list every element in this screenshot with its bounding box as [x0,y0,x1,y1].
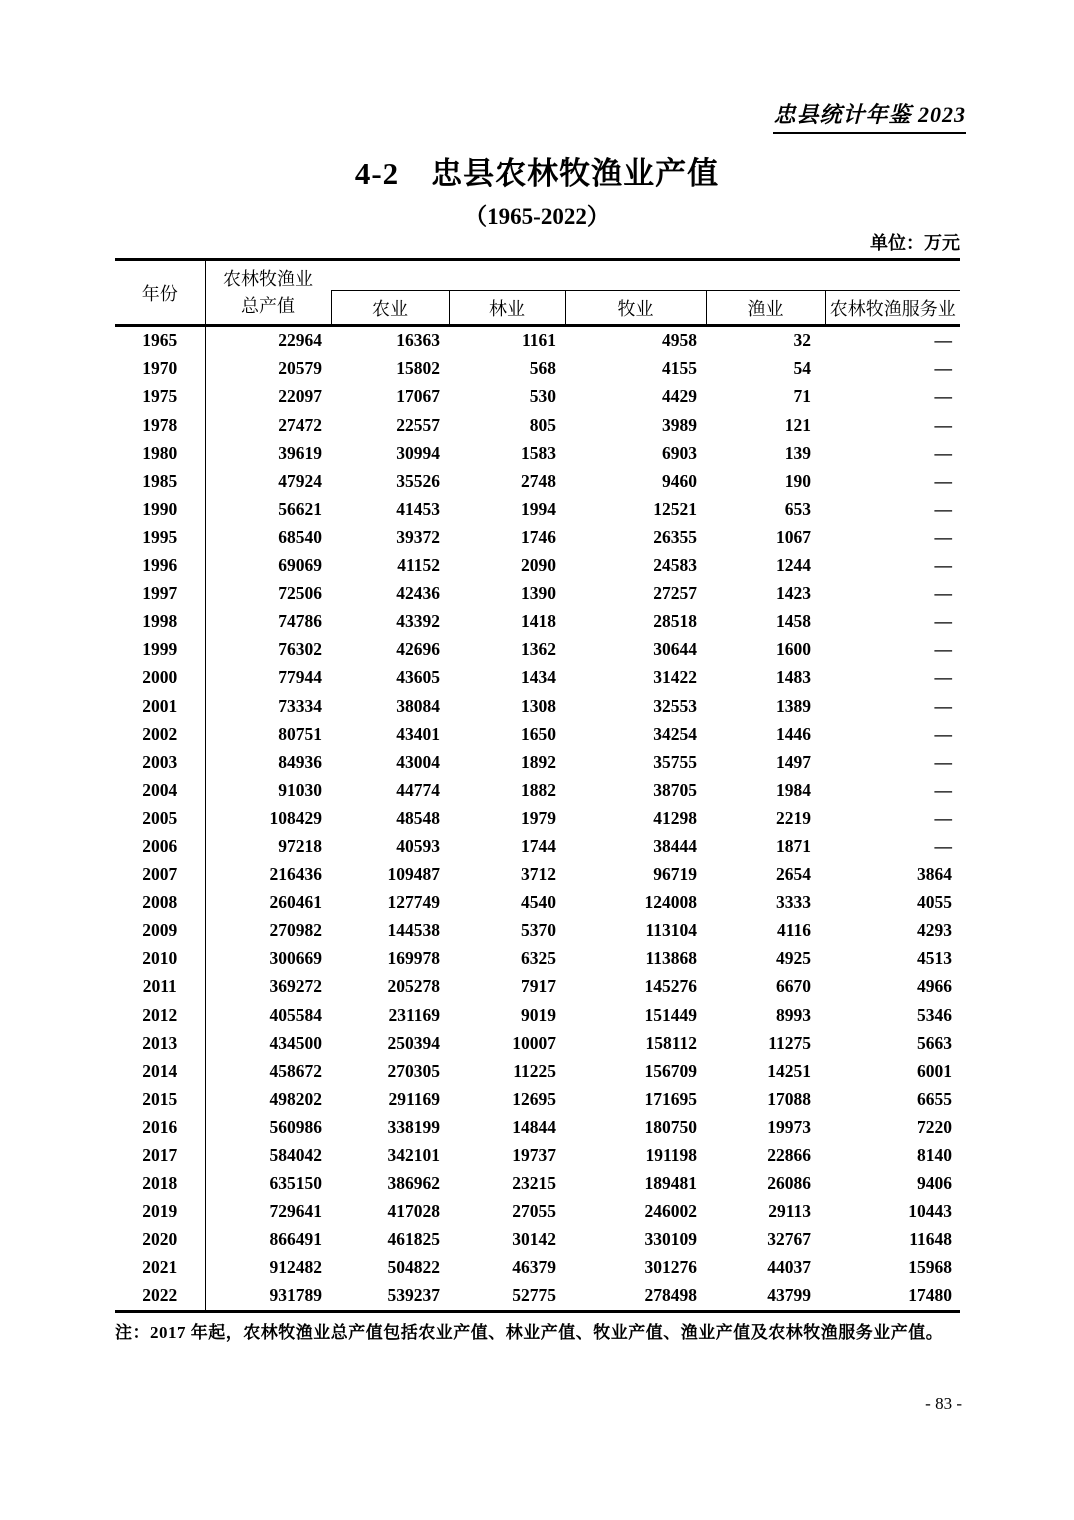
value-cell: 461825 [387,1229,440,1250]
table-row [115,1254,960,1282]
table-body [115,326,960,1312]
value-cell: 26086 [767,1173,811,1194]
value-cell: 171695 [644,1088,697,1109]
value-cell: 108429 [269,807,322,828]
value-cell: 7220 [917,1116,952,1137]
value-cell: 3712 [521,864,556,885]
value-cell: 1446 [776,723,811,744]
value-cell: 109487 [387,864,440,885]
value-cell: 46379 [512,1257,556,1278]
value-cell: 27055 [512,1201,556,1222]
value-cell: 54 [793,358,811,379]
value-cell: 19737 [512,1145,556,1166]
value-cell: 4429 [662,386,697,407]
value-cell: 189481 [644,1173,697,1194]
value-cell: 191198 [645,1145,697,1166]
year-cell: 2004 [115,777,205,805]
year-cell: 2010 [115,945,205,973]
value-cell: — [934,611,952,632]
year-cell: 2002 [115,720,205,748]
value-cell: 44037 [767,1257,811,1278]
value-cell: 32553 [653,695,697,716]
value-cell: 17067 [396,386,440,407]
value-cell: 29113 [768,1201,811,1222]
value-cell: 27257 [653,583,697,604]
value-cell: 4055 [917,892,952,913]
value-cell: 47924 [278,470,322,491]
value-cell: 1244 [776,555,811,576]
col-header-fishery: 渔业 [706,291,825,326]
table-row [115,1001,960,1029]
value-cell: 4513 [917,948,952,969]
year-cell: 2016 [115,1114,205,1142]
value-cell: 270305 [387,1060,440,1081]
value-cell: 12521 [653,498,697,519]
value-cell: 27472 [278,414,322,435]
value-cell: 72506 [278,583,322,604]
col-header-total [205,260,331,326]
value-cell: 31422 [653,667,697,688]
value-cell: — [934,498,952,519]
value-cell: 1362 [521,639,556,660]
year-cell: 1965 [115,326,205,356]
col-header-forestry: 林业 [449,291,565,326]
year-cell: 1975 [115,383,205,411]
year-cell: 2008 [115,889,205,917]
value-cell: 330109 [644,1229,697,1250]
year-cell: 1970 [115,355,205,383]
value-cell: 205278 [387,976,440,997]
table-row [115,777,960,805]
value-cell: 8140 [917,1145,952,1166]
value-cell: — [934,470,952,491]
value-cell: 139 [784,442,811,463]
value-cell: 278498 [644,1285,697,1306]
value-cell: 127749 [387,892,440,913]
year-cell: 1980 [115,439,205,467]
value-cell: 1423 [776,583,811,604]
year-cell: 2021 [115,1254,205,1282]
year-cell: 1978 [115,411,205,439]
value-cell: — [934,835,952,856]
value-cell: 71 [793,386,811,407]
value-cell: — [934,751,952,772]
value-cell: 1744 [521,835,556,856]
value-cell: 40593 [396,835,440,856]
value-cell: 1418 [521,611,556,632]
col-header-total-line2: 总产值 [241,295,295,316]
value-cell: 56621 [278,498,322,519]
table-row [115,439,960,467]
value-cell: 246002 [644,1201,697,1222]
value-cell: — [934,807,952,828]
table-row [115,608,960,636]
table-row [115,1086,960,1114]
col-header-total-line1: 农林牧渔业 [223,268,313,289]
value-cell: 156709 [644,1060,697,1081]
value-cell: 1979 [521,807,556,828]
value-cell: 73334 [278,695,322,716]
year-cell: 1985 [115,467,205,495]
value-cell: 14251 [767,1060,811,1081]
footnote: 注：2017 年起，农林牧渔业总产值包括农业产值、林业产值、牧业产值、渔业产值及农林牧渔服务业产值。 [115,1323,944,1342]
value-cell: 1434 [521,667,556,688]
year-cell: 2018 [115,1170,205,1198]
value-cell: 41298 [653,807,697,828]
value-cell: 35526 [396,470,440,491]
table-row [115,748,960,776]
table-row [115,326,960,356]
value-cell: 42436 [396,583,440,604]
value-cell: 4116 [776,920,811,941]
year-cell: 2006 [115,833,205,861]
value-cell: 1994 [521,498,556,519]
page-number: - 83 - [925,1394,962,1413]
value-cell: 504822 [387,1257,440,1278]
value-cell: 216436 [269,864,322,885]
year-cell: 2015 [115,1086,205,1114]
value-cell: 4293 [917,920,952,941]
value-cell: 1389 [776,695,811,716]
value-cell: 38705 [653,779,697,800]
value-cell: — [934,358,952,379]
value-cell: 560986 [269,1116,322,1137]
value-cell: 124008 [644,892,697,913]
value-cell: — [934,695,952,716]
value-cell: 15802 [396,358,440,379]
value-cell: 530 [529,386,556,407]
value-cell: 2090 [521,555,556,576]
year-cell: 2013 [115,1029,205,1057]
value-cell: 43799 [767,1285,811,1306]
value-cell: 15968 [908,1257,952,1278]
value-cell: 12695 [512,1088,556,1109]
table-row [115,355,960,383]
value-cell: 30644 [653,639,697,660]
value-cell: 270982 [269,920,322,941]
col-header-spacer [331,260,960,291]
year-cell: 2014 [115,1057,205,1085]
value-cell: 1583 [521,442,556,463]
year-cell: 1990 [115,496,205,524]
col-header-service: 农林牧渔服务业 [825,291,960,326]
value-cell: 498202 [269,1088,322,1109]
value-cell: 1600 [776,639,811,660]
value-cell: 169978 [387,948,440,969]
value-cell: 300669 [269,948,322,969]
value-cell: — [934,414,952,435]
value-cell: 1984 [776,779,811,800]
value-cell: 1483 [776,667,811,688]
value-cell: 584042 [269,1145,322,1166]
value-cell: 22097 [278,386,322,407]
table-row [115,664,960,692]
value-cell: 6670 [776,976,811,997]
value-cell: — [934,723,952,744]
value-cell: 9406 [917,1173,952,1194]
table-row [115,917,960,945]
value-cell: 91030 [278,779,322,800]
value-cell: 2748 [521,470,556,491]
value-cell: 931789 [269,1285,322,1306]
value-cell: 32 [706,326,825,356]
year-cell: 2000 [115,664,205,692]
value-cell: 84936 [278,751,322,772]
value-cell: 39619 [278,442,322,463]
value-cell: 96719 [653,864,697,885]
year-cell: 1998 [115,608,205,636]
value-cell: 458672 [269,1060,322,1081]
value-cell: 44774 [396,779,440,800]
value-cell: 866491 [269,1229,322,1250]
value-cell: 3333 [776,892,811,913]
year-cell: 1997 [115,580,205,608]
output-value-table [115,258,960,1313]
table-row [115,1226,960,1254]
table-row [115,692,960,720]
value-cell: 48548 [396,807,440,828]
value-cell: 10443 [908,1201,952,1222]
value-cell: 1871 [776,835,811,856]
value-cell: 5663 [917,1032,952,1053]
value-cell: 1308 [521,695,556,716]
table-header [115,260,960,326]
value-cell: 113868 [645,948,697,969]
value-cell: — [934,555,952,576]
value-cell: 5370 [521,920,556,941]
value-cell: 6903 [662,442,697,463]
value-cell: 38444 [653,835,697,856]
col-header-agriculture: 农业 [331,291,449,326]
value-cell: 11225 [513,1060,556,1081]
value-cell: 43004 [396,751,440,772]
year-cell: 2022 [115,1282,205,1312]
value-cell: 41152 [397,555,440,576]
value-cell: 39372 [396,526,440,547]
table-row [115,1282,960,1312]
value-cell: 151449 [644,1004,697,1025]
value-cell: 912482 [269,1257,322,1278]
unit-label: 单位：万元 [870,233,960,253]
value-cell: 30994 [396,442,440,463]
year-cell: 2003 [115,748,205,776]
value-cell: 369272 [269,976,322,997]
value-cell: 260461 [269,892,322,913]
value-cell: 80751 [278,723,322,744]
value-cell: 9460 [662,470,697,491]
value-cell: 28518 [653,611,697,632]
value-cell: 635150 [269,1173,322,1194]
value-cell: 1892 [521,751,556,772]
year-cell: 2005 [115,805,205,833]
table-row [115,467,960,495]
value-cell: 190 [784,470,811,491]
value-cell: 38084 [396,695,440,716]
value-cell: 4958 [565,326,706,356]
value-cell: 17088 [767,1088,811,1109]
value-cell: 434500 [269,1032,322,1053]
year-cell: 2001 [115,692,205,720]
table-row [115,411,960,439]
value-cell: 4966 [917,976,952,997]
value-cell: 417028 [387,1201,440,1222]
table-row [115,805,960,833]
value-cell: 1458 [776,611,811,632]
table-row [115,1170,960,1198]
value-cell: 26355 [653,526,697,547]
value-cell: — [934,386,952,407]
value-cell: 11275 [768,1032,811,1053]
value-cell: 4925 [776,948,811,969]
value-cell: — [934,779,952,800]
value-cell: 43401 [396,723,440,744]
table-row [115,1198,960,1226]
value-cell: 338199 [387,1116,440,1137]
value-cell: 405584 [269,1004,322,1025]
year-cell: 2011 [115,973,205,1001]
value-cell: — [934,583,952,604]
value-cell: 41453 [396,498,440,519]
value-cell: 16363 [331,326,449,356]
year-cell: 2007 [115,861,205,889]
value-cell: 43605 [396,667,440,688]
table-row [115,889,960,917]
yearbook-header: 忠县统计年鉴 2023 [773,98,966,134]
table-row [115,833,960,861]
value-cell: 1650 [521,723,556,744]
value-cell: 6325 [521,948,556,969]
year-cell: 2012 [115,1001,205,1029]
year-cell: 1999 [115,636,205,664]
table-row [115,580,960,608]
value-cell: 729641 [269,1201,322,1222]
value-cell: 539237 [387,1285,440,1306]
value-cell: 301276 [644,1257,697,1278]
value-cell: 144538 [387,920,440,941]
value-cell: 52775 [512,1285,556,1306]
value-cell: 11648 [909,1229,952,1250]
table-row [115,383,960,411]
value-cell: 43392 [396,611,440,632]
year-cell: 1996 [115,552,205,580]
table-row [115,973,960,1001]
value-cell: 145276 [644,976,697,997]
value-cell: 34254 [653,723,697,744]
value-cell: 77944 [278,667,322,688]
value-cell: 1161 [449,326,565,356]
value-cell: 2654 [776,864,811,885]
page-title: 4-2 忠县农林牧渔业产值 [354,156,720,191]
table-row [115,552,960,580]
value-cell: 113104 [645,920,697,941]
year-cell: 2019 [115,1198,205,1226]
value-cell: 22964 [205,326,331,356]
value-cell: 17480 [908,1285,952,1306]
value-cell: 30142 [512,1229,556,1250]
table-row [115,1057,960,1085]
table-row [115,636,960,664]
year-cell: 2009 [115,917,205,945]
value-cell: 76302 [278,639,322,660]
table-row [115,496,960,524]
value-cell: 180750 [644,1116,697,1137]
value-cell: 3864 [917,864,952,885]
value-cell: 158112 [645,1032,697,1053]
value-cell: 42696 [396,639,440,660]
value-cell: 8993 [776,1004,811,1025]
value-cell: 1497 [776,751,811,772]
value-cell: 19973 [767,1116,811,1137]
value-cell: 2219 [776,807,811,828]
value-cell: 1067 [776,526,811,547]
value-cell: 291169 [388,1088,440,1109]
col-header-year: 年份 [115,260,205,326]
value-cell: 32767 [767,1229,811,1250]
value-cell: 23215 [512,1173,556,1194]
year-cell: 2020 [115,1226,205,1254]
value-cell: 20579 [278,358,322,379]
value-cell: 22557 [396,414,440,435]
value-cell: 35755 [653,751,697,772]
year-cell: 2017 [115,1142,205,1170]
value-cell: 69069 [278,555,322,576]
value-cell: 5346 [917,1004,952,1025]
value-cell: 3989 [662,414,697,435]
value-cell: 22866 [767,1145,811,1166]
year-cell: 1995 [115,524,205,552]
value-cell: — [934,526,952,547]
table-row [115,1114,960,1142]
value-cell: 653 [784,498,811,519]
table-row [115,861,960,889]
value-cell: 1390 [521,583,556,604]
value-cell: 1746 [521,526,556,547]
table-row [115,945,960,973]
value-cell: 386962 [387,1173,440,1194]
value-cell: — [934,442,952,463]
value-cell: 250394 [387,1032,440,1053]
value-cell: — [934,667,952,688]
value-cell: 97218 [278,835,322,856]
table-row [115,524,960,552]
value-cell: 805 [529,414,556,435]
value-cell: — [825,326,960,356]
value-cell: 231169 [388,1004,440,1025]
table-row [115,720,960,748]
value-cell: 14844 [512,1116,556,1137]
value-cell: 68540 [278,526,322,547]
value-cell: 74786 [278,611,322,632]
page-subtitle: （1965-2022） [464,204,610,229]
value-cell: 568 [529,358,556,379]
value-cell: 342101 [387,1145,440,1166]
value-cell: 1882 [521,779,556,800]
value-cell: 121 [784,414,811,435]
value-cell: 9019 [521,1004,556,1025]
value-cell: 7917 [521,976,556,997]
value-cell: 6001 [917,1060,952,1081]
table-row [115,1142,960,1170]
value-cell: 6655 [917,1088,952,1109]
value-cell: 4540 [521,892,556,913]
value-cell: 4155 [662,358,697,379]
col-header-husbandry: 牧业 [565,291,706,326]
value-cell: 24583 [653,555,697,576]
table-row [115,1029,960,1057]
value-cell: 10007 [512,1032,556,1053]
value-cell: — [934,639,952,660]
